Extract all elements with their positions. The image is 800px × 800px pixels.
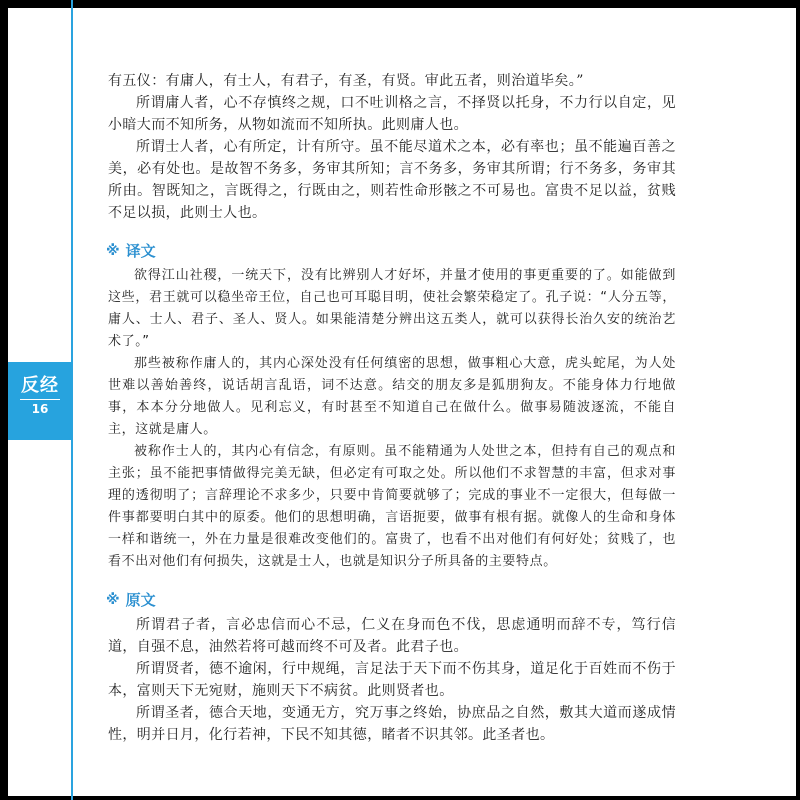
heading-label: 译文 (125, 242, 156, 260)
paragraph: 有五仪：有庸人，有士人，有君子，有圣，有贤。审此五者，则治道毕矣。” (108, 73, 584, 89)
side-tab-divider (20, 399, 60, 400)
scan-border-right (796, 0, 800, 800)
paragraph: 那些被称作庸人的，其内心深处没有任何缜密的思想，做事粗心大意，虎头蛇尾，为人处世难以善始善终，说话胡言乱语，词不达意。结交的朋友多是狐朋狗友。不能身体力行地做事，本本分分地做人。见利忘义，有时甚至不知道自己在做什么。做事易随波逐流，不能自主，这就是庸人。 (108, 356, 676, 437)
paragraph: 所谓士人者，心有所定，计有所守。虽不能尽道术之本，必有率也；虽不能遍百善之美，必有处也。是故智不务多，务审其所知；言不务多，务审其所谓；行不务多，务审其所由。智既知之，言既得之，行既由之，则若性命形骸之不可易也。富贵不足以益，贫贱不足以损，此则士人也。 (108, 139, 676, 221)
reference-mark-icon: ※ (106, 242, 120, 259)
translation-heading (106, 240, 676, 261)
scan-border-top (0, 0, 800, 8)
paragraph: 所谓贤者，德不逾闲，行中规绳，言足法于天下而不伤其身，道足化于百姓而不伤于本，富则天下无宛财，施则天下不病贫。此则贤者也。 (108, 661, 676, 699)
scan-border-left (0, 0, 8, 800)
paragraph: 被称作士人的，其内心有信念，有原则。虽不能精通为人处世之本，但持有自己的观点和主张；虽不能把事情做得完美无缺，但必定有可取之处。所以他们不求智慧的丰富，但求对事理的透彻明了；言辞理论不求多少，只要中肯简要就够了；完成的事业不一定很大，但每做一件事都要明白其中的原委。他们的思想明确，言语扼要，做事有根有据。就像人的生命和身体一样和谐统一，外在力量是很难改变他们的。富贵了，也看不出对他们有何好处；贫贱了，也看不出对他们有何损失，这就是士人，也就是知识分子所具备的主要特点。 (108, 444, 676, 569)
original-heading (106, 589, 676, 610)
reference-mark-icon: ※ (106, 591, 120, 608)
translation-section (108, 265, 676, 573)
paragraph: 欲得江山社稷，一统天下，没有比辨别人才好坏，并量才使用的事更重要的了。如能做到这些，君王就可以稳坐帝王位，自己也可耳聪目明，使社会繁荣稳定了。孔子说：“人分五等，庸人、士人、君子、圣人、贤人。如果能清楚分辨出这五类人，就可以获得长治久安的统治艺术了。” (108, 268, 676, 349)
scan-border-bottom (0, 796, 800, 800)
section-original-continued (108, 70, 676, 224)
paragraph: 所谓圣者，德合天地，变通无方，究万事之终始，协庶品之自然，敷其大道而遂成情性，明并日月，化行若神，下民不知其德，睹者不识其邻。此圣者也。 (108, 705, 676, 743)
heading-label: 原文 (125, 591, 156, 609)
page-body (108, 70, 676, 746)
paragraph: 所谓庸人者，心不存慎终之规，口不吐训格之言，不择贤以托身，不力行以自定，见小暗大而不知所务，从物如流而不知所执。此则庸人也。 (108, 95, 676, 133)
book-title: 反经 (21, 375, 59, 396)
page-number: 16 (31, 402, 49, 416)
original-section (108, 614, 676, 746)
chapter-side-tab (8, 362, 72, 440)
paragraph: 所谓君子者，言必忠信而心不忌，仁义在身而色不伐，思虑通明而辞不专，笃行信道，自强不息，油然若将可越而终不可及者。此君子也。 (108, 617, 676, 655)
